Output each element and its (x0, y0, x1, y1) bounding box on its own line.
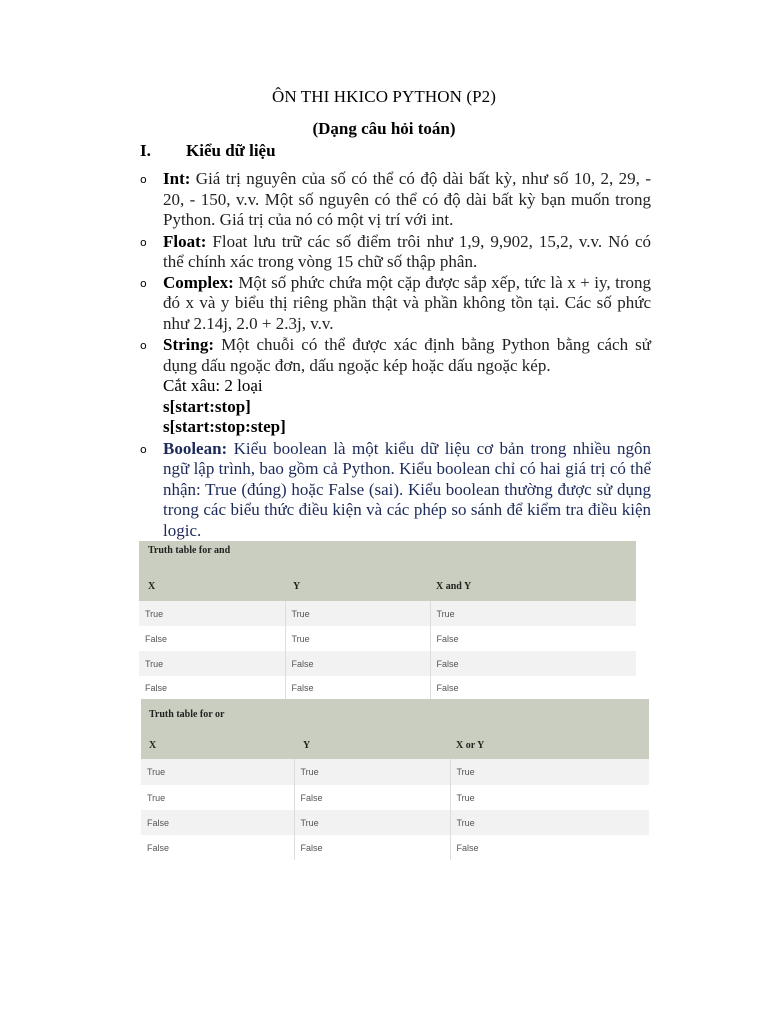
term-int: Int: (163, 169, 191, 188)
table-cell: True (145, 658, 164, 669)
column-header-result: X and Y (436, 580, 472, 592)
document-title: ÔN THI HKICO PYTHON (P2) (271, 87, 497, 106)
column-header-y: Y (293, 580, 301, 592)
section-number: I. (140, 141, 151, 160)
string-slicing-note: Cắt xâu: 2 loại (163, 376, 263, 395)
table-cell: True (450, 785, 649, 810)
table-cell: True (450, 759, 649, 785)
table-row (139, 601, 636, 626)
table-cell: False (145, 683, 168, 693)
column-header-x: X (148, 580, 156, 592)
table-cell: False (294, 785, 450, 810)
table-cell: True (294, 810, 450, 835)
table-row (141, 835, 649, 860)
bullet-marker: o (140, 442, 147, 456)
truth-table-or (141, 699, 649, 860)
column-header-result: X or Y (456, 740, 485, 751)
term-string: String: (163, 335, 214, 354)
table-cell: False (430, 626, 636, 651)
table-cell: False (285, 651, 430, 676)
table-cell: False (430, 651, 636, 676)
document-subtitle: (Dạng câu hỏi toán) (312, 119, 456, 138)
list-item-boolean (0, 439, 651, 542)
bullet-marker: o (140, 339, 147, 352)
term-boolean: Boolean: (163, 438, 228, 458)
bullet-marker: o (140, 173, 147, 186)
column-header-x: X (149, 740, 157, 751)
table-row (141, 759, 649, 785)
desc-boolean: Kiểu boolean là một kiểu dữ liệu cơ bản trong nhiều ngôn ngữ lập trình, bao gồm cả Python. Kiểu boolean chỉ có hai giá trị có thể nhận: True (đúng) hoặc False (sai). Kiểu boolean thường được sử dụng trong các biểu thức điều kiện và các phép so sánh để kiểm tra điều kiện logic. (163, 438, 651, 540)
table-cell: True (294, 759, 450, 785)
truth-table-and (139, 541, 636, 700)
table-cell: True (145, 608, 164, 619)
slice-syntax-1: s[start:stop] (163, 396, 251, 416)
table-cell: True (285, 601, 430, 626)
truth-table-caption: Truth table for and (148, 545, 231, 556)
list-item-complex (0, 273, 651, 335)
table-cell: True (430, 601, 636, 626)
table-row (139, 651, 636, 676)
truth-table-caption: Truth table for or (149, 709, 225, 720)
table-cell: False (294, 835, 450, 860)
bullet-marker: o (140, 235, 147, 249)
table-cell: False (145, 633, 168, 644)
table-cell: False (147, 842, 170, 853)
data-type-list (0, 169, 768, 541)
section-heading (140, 141, 276, 161)
desc-int: Giá trị nguyên của số có thể có độ dài bất kỳ, như số 10, 2, 29, - 20, - 150, v.v. Một số nguyên có thể có độ dài bất kỳ bạn muốn trong Python. Giá trị của nó có một vị trí với int. (163, 169, 651, 229)
section-title: Kiểu dữ liệu (186, 141, 276, 160)
desc-complex: Một số phức chứa một cặp được sắp xếp, tức là x + iy, trong đó x và y biểu thị riêng phần thật và phần không tồn tại. Các số phức như 2.14j, 2.0 + 2.3j, v.v. (163, 272, 651, 333)
table-cell: False (450, 835, 649, 860)
term-complex: Complex: (163, 272, 234, 292)
desc-float: Float lưu trữ các số điểm trôi như 1,9, 9,902, 15,2, v.v. Nó có thể chính xác trong vòng 15 chữ số thập phân. (163, 231, 651, 271)
table-cell: False (285, 676, 430, 700)
table-cell: True (450, 810, 649, 835)
table-cell: True (285, 626, 430, 651)
term-float: Float: (163, 231, 207, 251)
list-item-string (0, 335, 651, 438)
table-cell: True (147, 792, 166, 803)
bullet-marker: o (140, 276, 147, 290)
slice-syntax-2: s[start:stop:step] (163, 417, 286, 436)
list-item-float (0, 232, 651, 273)
table-row (139, 676, 636, 700)
table-cell: True (147, 767, 166, 777)
list-item-int (0, 169, 651, 231)
column-header-y: Y (303, 740, 311, 751)
table-row (141, 810, 649, 835)
table-cell: False (430, 676, 636, 700)
desc-string: Một chuỗi có thể được xác định bằng Python bằng cách sử dụng dấu ngoặc đơn, dấu ngoặc kép hoặc dấu ngoặc kép. (163, 335, 651, 375)
table-cell: False (147, 817, 170, 828)
table-row (141, 785, 649, 810)
table-row (139, 626, 636, 651)
